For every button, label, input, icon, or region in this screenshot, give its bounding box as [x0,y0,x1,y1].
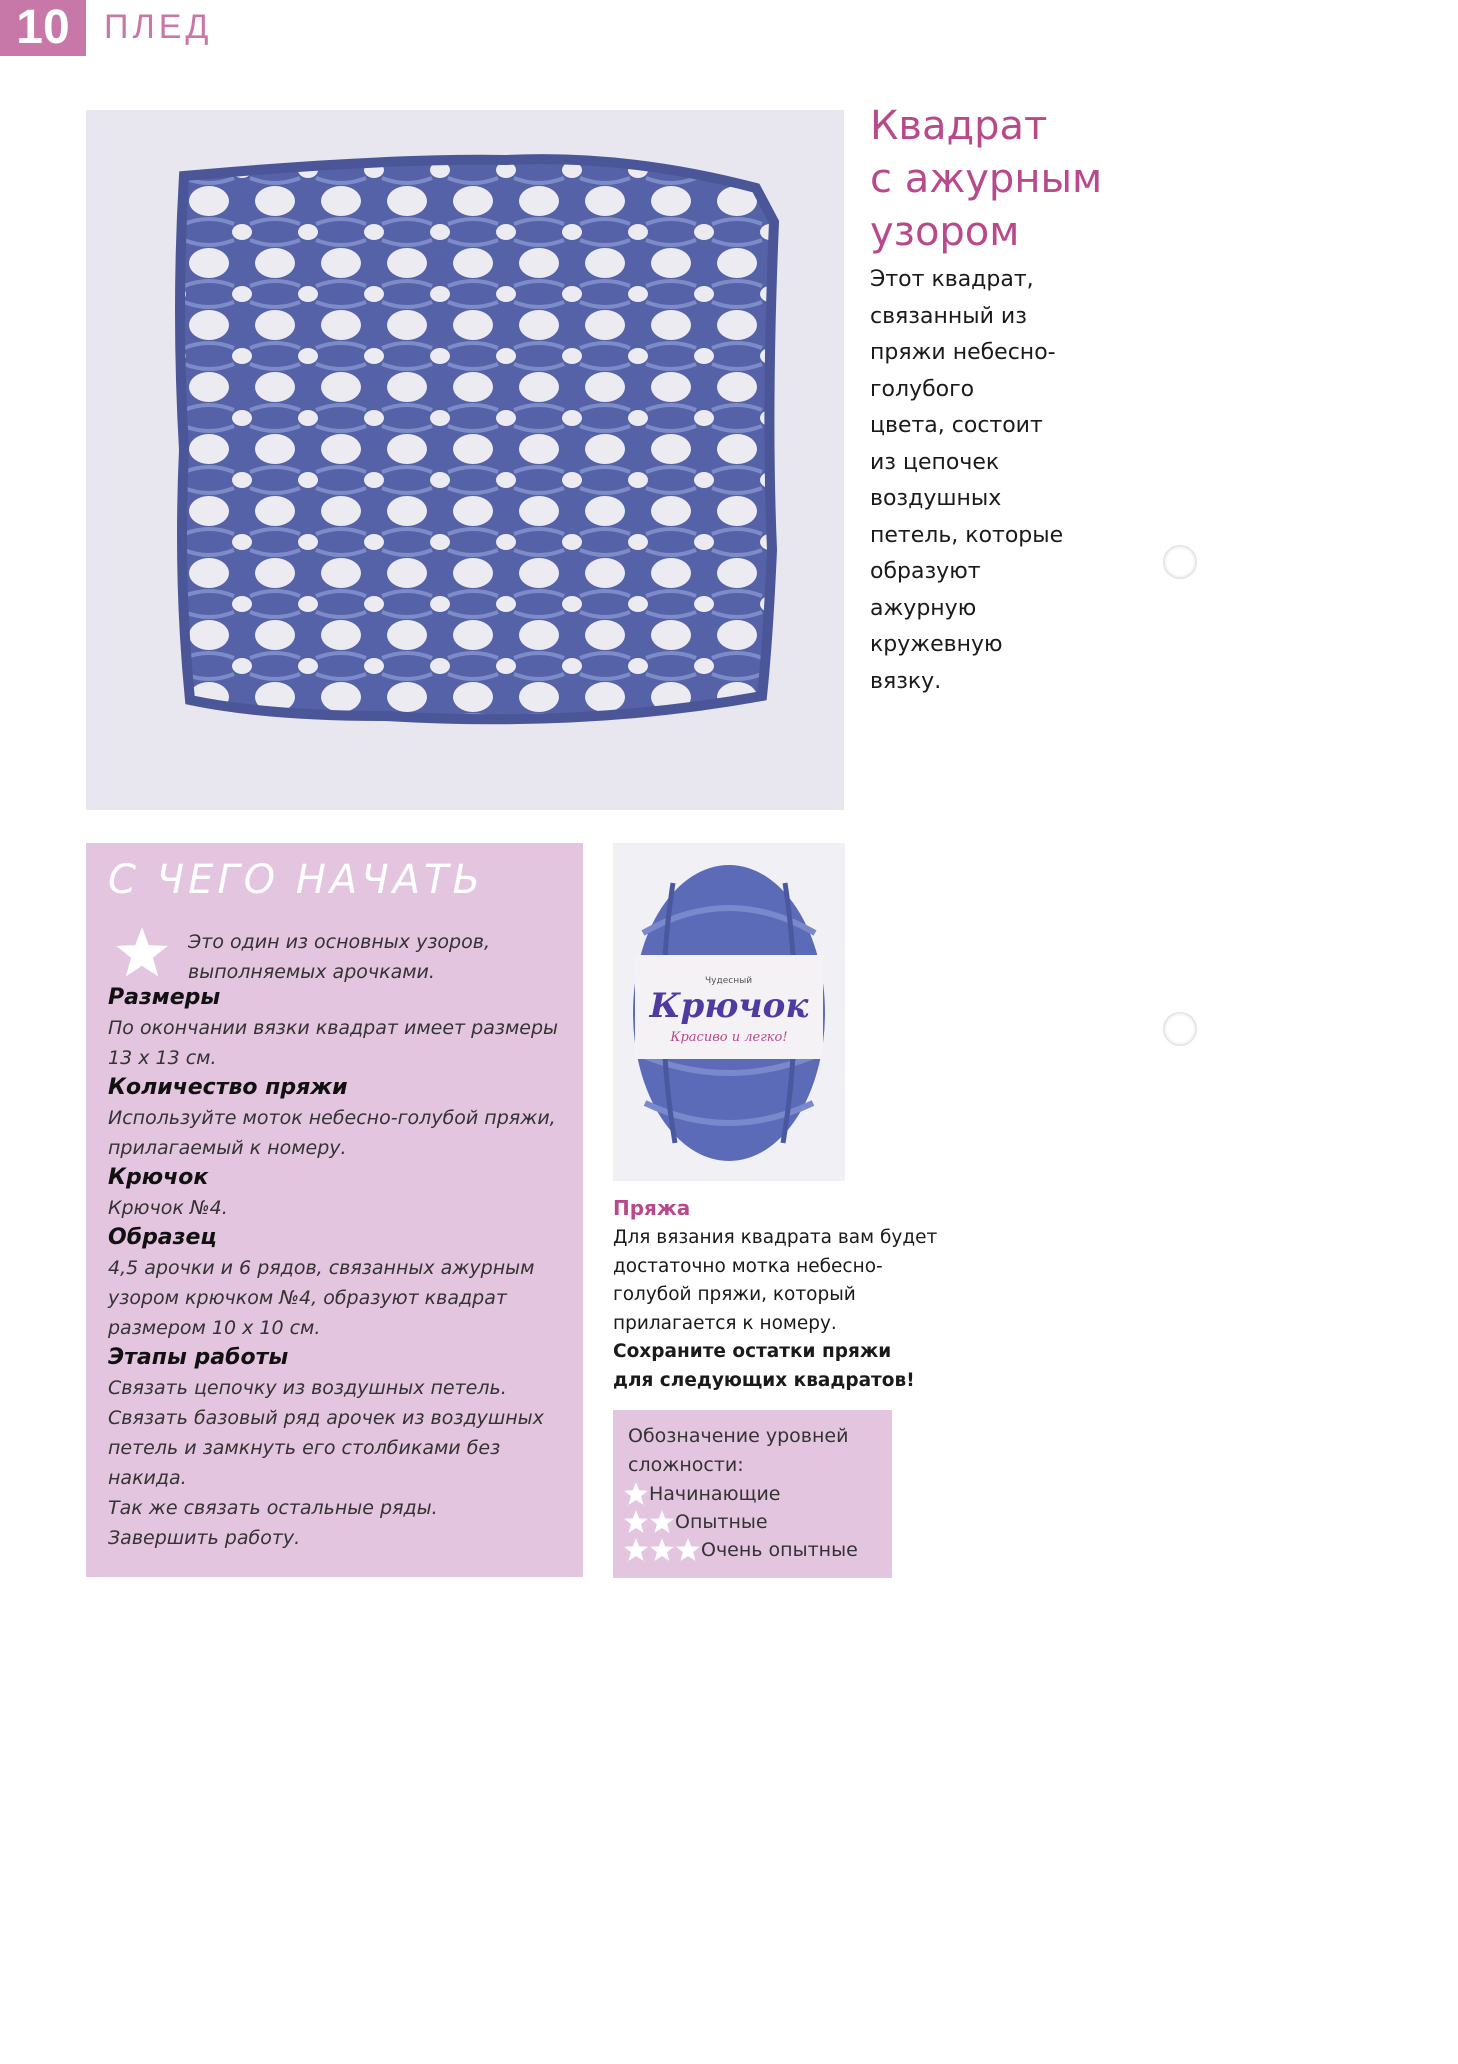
star-icon [623,1537,649,1563]
yarn-ball-photo [613,843,845,1181]
section-label: ПЛЕД [104,8,213,46]
spec-text: Связать цепочку из воздушных петель. [108,1377,507,1399]
yarn-text: Для вязания квадрата вам будет достаточно мотка небесно- голубой пряжи, который прилагается к номеру. Сохраните остатки пряжи для следующих квадратов! [613,1227,938,1391]
spec-list [108,983,568,1553]
spec-text: петель и замкнуть его столбиками без [108,1437,501,1459]
star-icon [623,1509,649,1535]
spec-heading: Образец [108,1225,217,1250]
yarn-label-small: Чудесный [705,976,753,986]
crochet-swatch-photo [86,110,844,810]
getting-started-note: Это один из основных узоров, выполняемых арочками. [188,931,490,983]
spec-text: 4,5 арочки и 6 рядов, связанных ажурным [108,1257,535,1279]
spec-text: узором крючком №4, образуют квадрат [108,1287,507,1309]
spec-text: Так же связать остальные ряды. [108,1497,438,1519]
spec-text: накида. [108,1467,187,1489]
star-icon [114,925,170,981]
spec-text: Крючок №4. [108,1197,228,1219]
level-experienced: Опытные [623,1508,768,1536]
page-number: 10 [0,0,86,56]
difficulty-legend [613,1410,892,1578]
level-very-experienced: Очень опытные [623,1536,858,1564]
spec-heading: Этапы работы [108,1345,289,1370]
article-intro: Этот квадрат, связанный из пряжи небесно- голубого цвета, состоит из цепочек воздушных петель, которые образуют ажурную кружевную вязку. [870,267,1064,694]
spec-text: прилагаемый к номеру. [108,1137,347,1159]
star-icon [649,1537,675,1563]
spec-heading: Количество пряжи [108,1075,348,1100]
yarn-label-slogan: Красиво и легко! [670,1030,788,1045]
star-icon [649,1509,675,1535]
spec-text: 13 x 13 см. [108,1047,217,1069]
article-title: Квадрат с ажурным узором [870,103,1103,255]
yarn-heading: Пряжа [613,1196,691,1220]
star-icon [675,1537,701,1563]
legend-title: Обозначение уровней сложности: [628,1425,849,1476]
spec-text: размером 10 x 10 см. [108,1317,321,1339]
spec-heading: Крючок [108,1165,209,1190]
spec-text: Завершить работу. [108,1527,301,1549]
spec-heading: Размеры [108,985,221,1010]
spec-text: Связать базовый ряд арочек из воздушных [108,1407,544,1429]
spec-text: Используйте моток небесно-голубой пряжи, [108,1107,556,1129]
star-icon [623,1481,649,1507]
spec-text: По окончании вязки квадрат имеет размеры [108,1017,559,1039]
binder-hole [1163,1012,1197,1046]
level-beginner: Начинающие [623,1480,781,1508]
getting-started-box [86,843,583,1577]
binder-hole [1163,545,1197,579]
yarn-label-brand: Крючок [649,986,809,1026]
getting-started-heading: С ЧЕГО НАЧАТЬ [108,857,484,903]
